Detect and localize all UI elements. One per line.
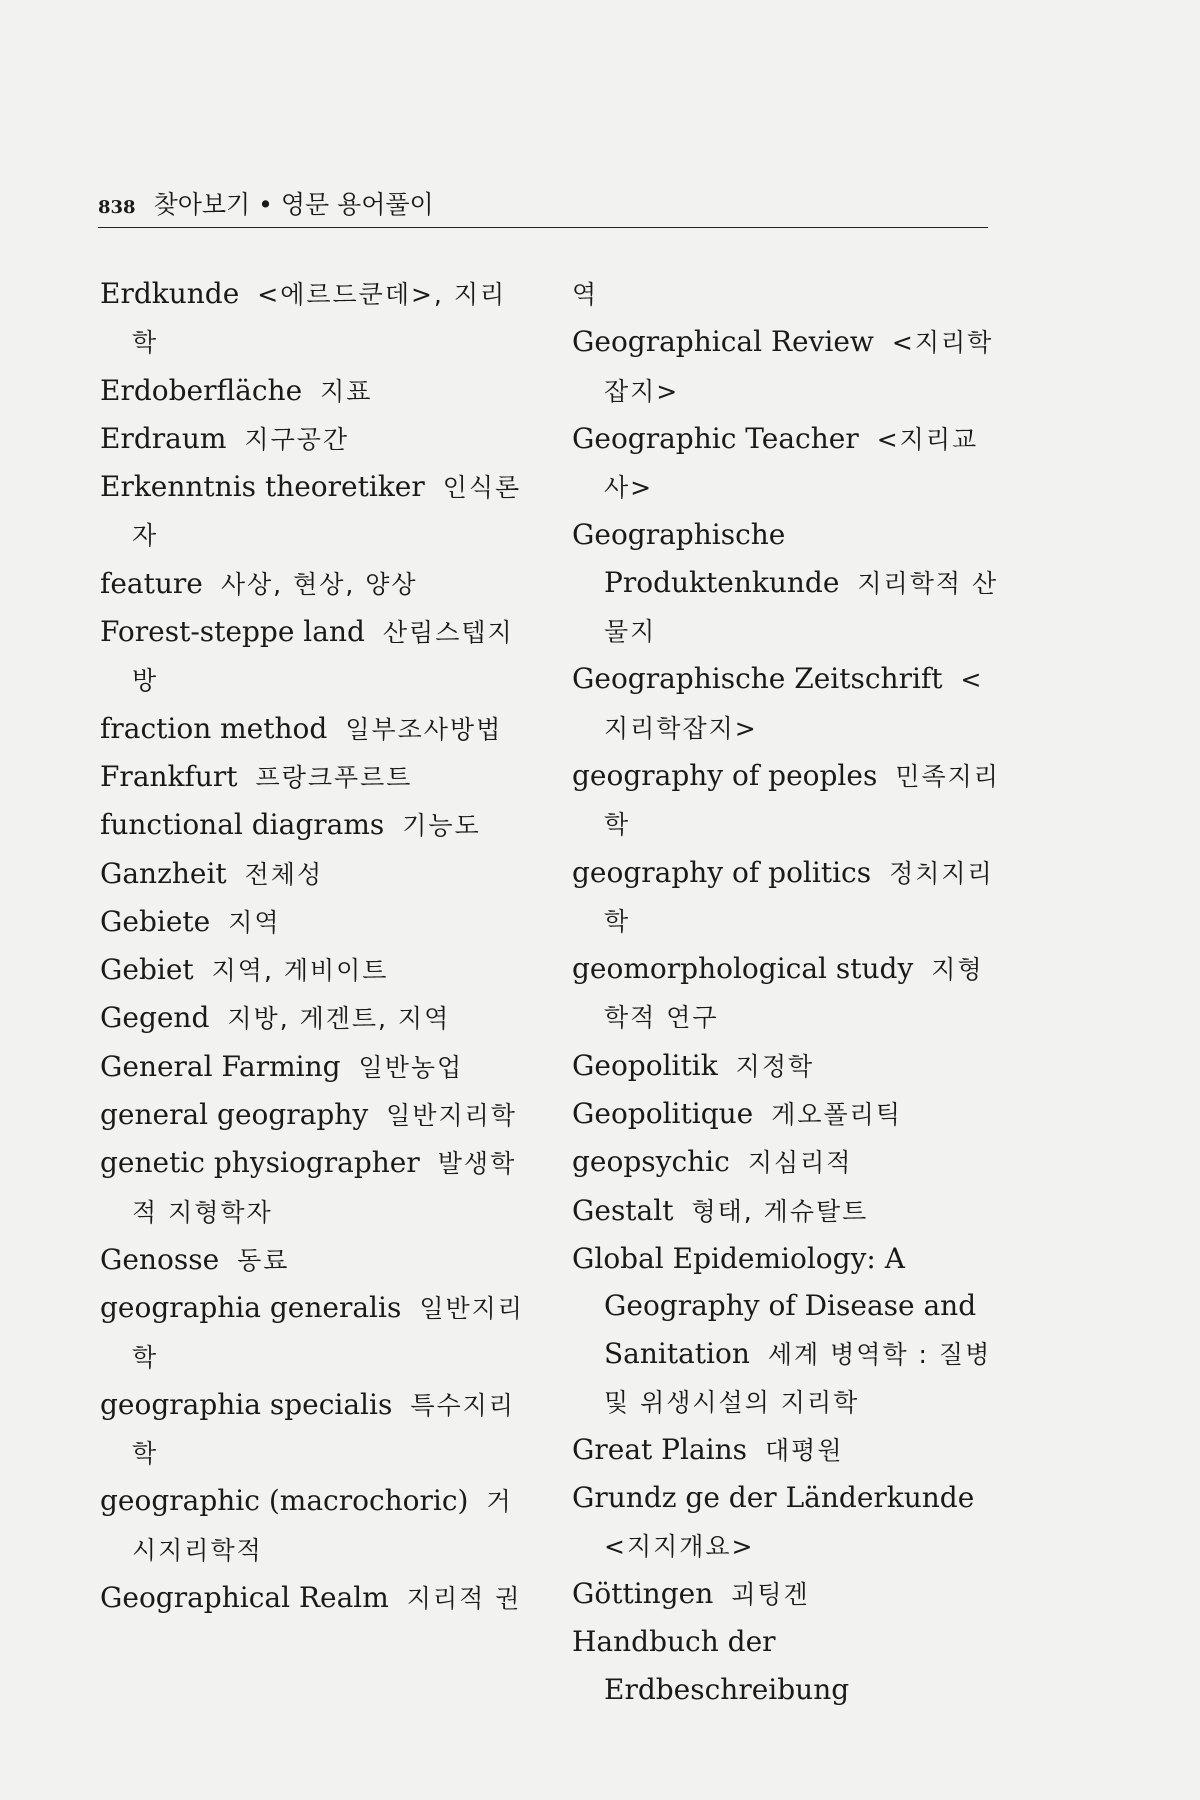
index-term: General Farming [100,1049,341,1083]
index-definition: <지리학잡지> [604,665,984,743]
index-entry [100,753,530,801]
index-definition: 지형학적 연구 [604,955,984,1033]
index-entry [100,270,530,367]
index-term: Göttingen [572,1577,714,1611]
index-term: geopsychic [572,1145,730,1179]
index-term: functional diagrams [100,808,385,842]
index-entry [572,1570,1002,1618]
index-term: fraction method [100,711,328,745]
index-entry [100,994,530,1042]
index-entry [572,752,1002,849]
index-entry [572,945,1002,1042]
index-term: Ganzheit [100,856,227,890]
index-definition: 민족지리학 [604,761,1000,840]
index-term: Gebiete [100,904,211,938]
index-definition: 게오폴리틱 [771,1100,902,1130]
index-entry [572,1426,1002,1474]
index-term: Erkenntnis theoretiker [100,470,425,504]
index-entry [100,850,530,898]
index-definition: 일부조사방법 [345,714,503,744]
index-term: geography of peoples [572,758,878,792]
index-definition: 일반지리학 [386,1101,517,1131]
index-term: geography of politics [572,855,872,889]
index-definition: 인식론자 [132,473,522,551]
index-term: Great Plains [572,1433,748,1467]
left-column [100,270,530,1622]
index-entry [572,415,1002,512]
index-entry [100,801,530,849]
index-entry [572,1618,1002,1713]
index-entry [100,1043,530,1091]
index-entry [100,560,530,608]
index-definition: 기능도 [402,811,481,841]
index-term: Erdraum [100,421,227,455]
index-definition: 발생학적 지형학자 [132,1149,517,1227]
index-entry [100,463,530,560]
index-definition: 동료 [237,1245,290,1275]
index-term: geomorphological study [572,952,914,986]
index-term: Frankfurt [100,759,238,793]
index-definition: <지리교사> [604,424,979,503]
index-term: Forest-steppe land [100,615,365,649]
index-term: Geopolitique [572,1097,754,1131]
index-definition: 지구공간 [244,424,350,454]
index-term: Gestalt [572,1193,674,1227]
index-definition: 지정학 [735,1051,815,1081]
index-term: Handbuch der Erdbeschreibung [572,1625,850,1706]
index-definition: 대평원 [765,1436,844,1466]
index-term: Erdoberfläche [100,373,303,407]
index-term: Geopolitik [572,1048,718,1082]
index-definition: 정치지리학 [604,858,994,936]
index-term: genetic physiographer [100,1146,420,1180]
right-column [572,270,1002,1713]
index-entry [100,608,530,705]
index-definition: 산림스텝지방 [132,618,514,696]
index-entry [572,1235,1002,1426]
index-definition: 괴팅겐 [731,1580,810,1610]
index-term: Gebiet [100,953,194,987]
index-definition: 지표 [320,376,373,406]
index-term: Erdkunde [100,277,240,310]
index-term: Geographical Realm [100,1581,389,1615]
index-entry [572,849,1002,946]
index-definition: 전체성 [244,859,324,889]
index-term: geographia specialis [100,1387,393,1421]
index-entry [572,270,1002,318]
index-entry [572,1042,1002,1090]
index-entry [100,1574,530,1622]
index-definition: 프랑크푸르트 [255,762,413,792]
index-term: Geographische Zeitschrift [572,662,943,696]
index-definition: 특수지리학 [132,1390,515,1469]
index-term: geographia generalis [100,1291,402,1325]
index-entry [100,1236,530,1284]
index-entry [572,1474,1002,1570]
index-definition: 세계 병역학 : 질병 및 위생시설의 지리학 [604,1339,992,1417]
index-term: feature [100,566,203,600]
index-term: Grundz ge der Länderkunde [572,1481,975,1515]
index-entry [572,655,1002,752]
index-term: Geographical Review [572,325,874,359]
page-header [98,190,988,228]
index-definition: <지리학잡지> [604,328,994,406]
index-definition: 사상, 현상, 양상 [220,569,418,599]
index-definition: <에르드쿤데>, 지리학 [132,280,507,358]
index-entry [100,1381,530,1478]
index-term: Geographic Teacher [572,421,859,455]
index-term: Global Epidemiology: A Geography of Disease and Sanitation [572,1241,977,1370]
index-entry [100,1139,530,1236]
index-definition: 지리적 권 [406,1584,522,1614]
index-entry [572,1138,1002,1186]
page-number: 838 [98,197,136,218]
index-definition: 지역 [228,907,281,937]
index-term: Gegend [100,1001,210,1035]
index-entry [100,946,530,994]
index-entry [572,1090,1002,1138]
index-definition: 거시지리학적 [132,1487,513,1565]
index-entry [100,1091,530,1139]
index-entry [572,511,1002,655]
index-entry [100,1284,530,1381]
index-term: general geography [100,1098,369,1132]
index-definition: 형태, 게슈탈트 [691,1196,869,1226]
index-definition: 역 [572,280,599,309]
index-definition: 일반농업 [358,1052,464,1082]
index-entry [100,1477,530,1574]
page-title: 찾아보기 • 영문 용어풀이 [153,190,434,219]
index-definition: 지방, 게겐트, 지역 [227,1004,451,1034]
index-definition: 지심리적 [747,1148,853,1178]
index-entry [100,705,530,753]
index-entry [572,318,1002,415]
index-definition: <지지개요> [604,1531,755,1561]
index-term: geographic (macrochoric) [100,1484,469,1518]
index-term: Genosse [100,1242,220,1276]
index-term: Geographische Produktenkunde [572,518,840,599]
index-definition: 지리학적 산물지 [604,568,999,647]
index-entry [100,367,530,415]
index-entry [100,898,530,946]
index-definition: 일반지리학 [132,1294,524,1372]
index-definition: 지역, 게비이트 [211,956,389,986]
index-entry [100,415,530,463]
index-entry [572,1187,1002,1235]
